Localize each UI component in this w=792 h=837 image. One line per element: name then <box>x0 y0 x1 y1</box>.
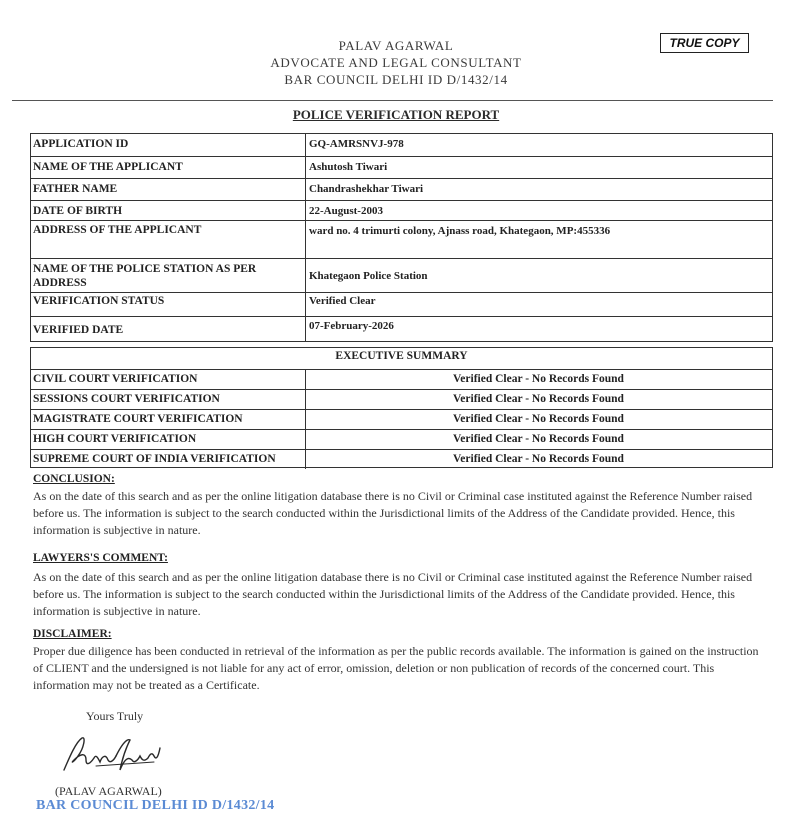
closing-text: Yours Truly <box>86 709 144 723</box>
table-row: SESSIONS COURT VERIFICATION Verified Clear - No Records Found <box>31 389 772 409</box>
table-row: HIGH COURT VERIFICATION Verified Clear - No Records Found <box>31 429 772 449</box>
report-title: POLICE VERIFICATION REPORT <box>292 107 500 122</box>
signatory-bar-id: BAR COUNCIL DELHI ID D/1432/14 <box>36 798 275 813</box>
table-row: NAME OF THE POLICE STATION AS PER ADDRESS Khategaon Police Station <box>31 258 772 292</box>
summary-title: EXECUTIVE SUMMARY <box>335 350 468 362</box>
table-row: VERIFIED DATE 07-February-2026 <box>31 316 772 343</box>
lawyer-role: ADVOCATE AND LEGAL CONSULTANT <box>270 55 522 70</box>
disclaimer-text: Proper due diligence has been conducted in retrieval of the information as per the public records available. The information is gained on the instruction of CLIENT and the undersigned is not liable for any act of error, omission, deletion or non publication of records of the concerned court. This information may not be treated as a Certificate. <box>33 644 759 692</box>
disclaimer-heading: DISCLAIMER: <box>33 628 112 640</box>
table-row: VERIFICATION STATUS Verified Clear <box>31 292 772 316</box>
table-row: APPLICATION ID GQ-AMRSNVJ-978 <box>33 138 404 150</box>
true-copy-stamp: TRUE COPY <box>660 33 749 53</box>
table-row: ADDRESS OF THE APPLICANT ward no. 4 trimurti colony, Ajnass road, Khategaon, MP:455336 <box>31 220 772 258</box>
comment-text: As on the date of this search and as per the online litigation database there is no Civil or Criminal case instituted against the Reference Number raised before us. The information is subject to the search conducted within the Jurisdictional limits of the Address of the Candidate provided. Hence, this information is subjective in nature. <box>33 570 753 618</box>
executive-summary-table <box>30 347 773 468</box>
table-row: MAGISTRATE COURT VERIFICATION Verified Clear - No Records Found <box>31 409 772 429</box>
lawyer-bar-id: BAR COUNCIL DELHI ID D/1432/14 <box>284 72 508 87</box>
signatory-name: (PALAV AGARWAL) <box>55 784 162 798</box>
header-divider <box>12 100 773 101</box>
table-row: SUPREME COURT OF INDIA VERIFICATION Verified Clear - No Records Found <box>31 449 772 469</box>
conclusion-heading: CONCLUSION: <box>33 473 115 485</box>
conclusion-text: As on the date of this search and as per the online litigation database there is no Civil or Criminal case instituted against the Reference Number raised before us. The information is subject to the search conducted within the Jurisdictional limits of the Address of the Candidate provided. Hence, this information is subjective in nature. <box>33 489 753 537</box>
comment-heading: LAWYERS'S COMMENT: <box>33 552 168 564</box>
details-table <box>30 133 773 342</box>
table-row: NAME OF THE APPLICANT Ashutosh Tiwari <box>31 156 772 178</box>
lawyer-name: PALAV AGARWAL <box>338 38 454 53</box>
signature-image <box>56 730 166 778</box>
table-row: DATE OF BIRTH 22-August-2003 <box>31 200 772 220</box>
table-row: FATHER NAME Chandrashekhar Tiwari <box>31 178 772 200</box>
table-row: CIVIL COURT VERIFICATION Verified Clear - No Records Found <box>31 369 772 389</box>
